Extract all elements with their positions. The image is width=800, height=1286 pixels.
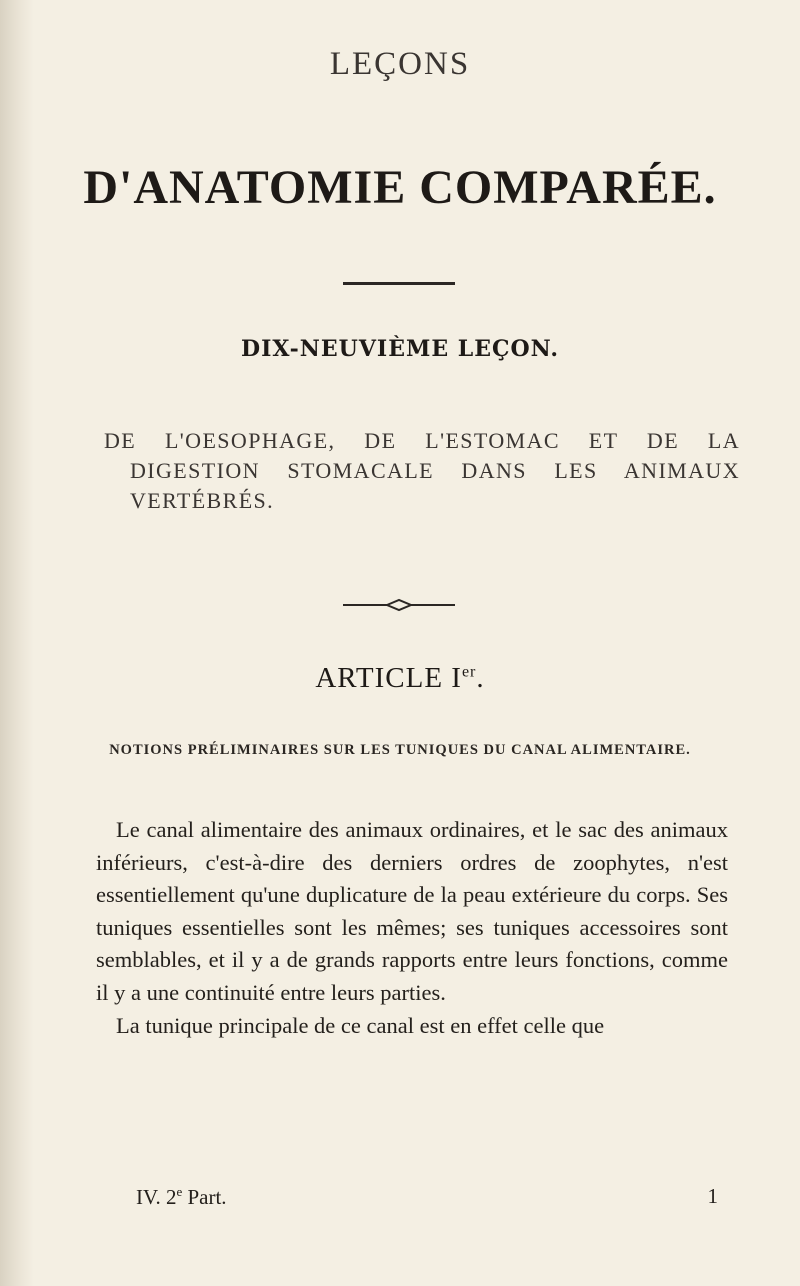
lesson-subtitle: DE L'OESOPHAGE, DE L'ESTOMAC ET DE LA DIGESTION STOMACALE DANS LES ANIMAUX VERTÉBRÉS. xyxy=(104,428,740,513)
main-title: D'ANATOMIE COMPARÉE. xyxy=(83,161,717,214)
article-heading xyxy=(0,662,800,695)
article-sup: er xyxy=(461,663,477,681)
section-heading: NOTIONS PRÉLIMINAIRES SUR LES TUNIQUES DU CANAL ALIMENTAIRE. xyxy=(109,742,691,758)
signature-suffix: Part. xyxy=(182,1185,227,1209)
signature-prefix: IV. 2 xyxy=(136,1185,177,1209)
top-title: LEÇONS xyxy=(329,46,471,82)
body-text xyxy=(96,814,728,1042)
lesson-title: DIX-NEUVIÈME LEÇON. xyxy=(240,336,560,362)
ornament-divider xyxy=(343,598,455,612)
article-end: . xyxy=(476,662,485,694)
signature-sup: e xyxy=(176,1184,183,1199)
paragraph: La tunique principale de ce canal est en effet celle que xyxy=(116,1012,605,1038)
page-number: 1 xyxy=(707,1184,718,1208)
paragraph: Le canal alimentaire des animaux ordinaires, et le sac des animaux inférieurs, c'est-à-dire des derniers ordres de zoophytes, n'est essentiellement qu'une duplicature de la peau extérieure du corps. Ses tuniques essentielles sont les mêmes; ses tuniques accessoires sont semblables, et il y a de grands rapports entre leurs fonctions, comme il y a une continuité entre leurs parties. xyxy=(96,817,728,1005)
page-footer xyxy=(136,1184,728,1216)
article-label: ARTICLE I xyxy=(315,662,462,694)
signature-mark xyxy=(136,1184,227,1210)
title-rule xyxy=(343,282,455,285)
